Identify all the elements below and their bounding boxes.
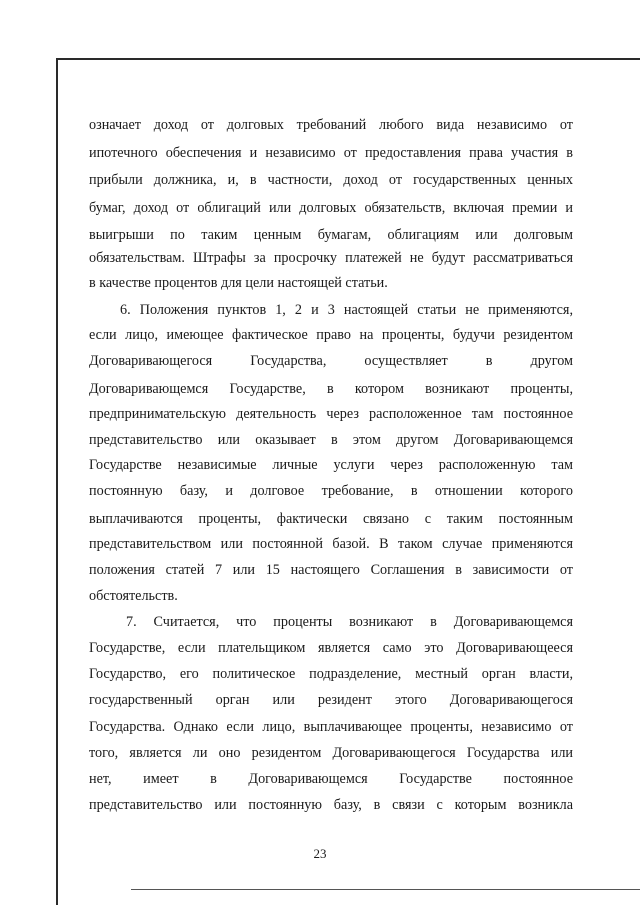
text-line: означает доход от долговых требований любого вида независимо от <box>89 117 573 133</box>
text-line: Государства. Однако если лицо, выплачивающее проценты, независимо от <box>89 719 573 735</box>
text-line: Договаривающегося Государства, осуществляет в другом <box>89 353 573 369</box>
text-line: бумаг, доход от облигаций или долговых обязательств, включая премии и <box>89 200 573 216</box>
text-line: Государство, его политическое подразделение, местный орган власти, <box>89 666 573 682</box>
text-line: представительство или оказывает в этом другом Договаривающемся <box>89 432 573 448</box>
page-frame-top-border <box>56 58 640 60</box>
text-line: представительство или постоянную базу, в связи с которым возникла <box>89 797 573 813</box>
text-line: Договаривающемся Государстве, в котором возникают проценты, <box>89 381 573 397</box>
page-number: 23 <box>313 846 327 861</box>
text-line: обязательствам. Штрафы за просрочку платежей не будут рассматриваться <box>89 250 573 266</box>
text-line: Государстве независимые личные услуги через расположенную там <box>89 457 573 473</box>
text-line: государственный орган или резидент этого Договаривающегося <box>89 692 573 708</box>
text-line: того, является ли оно резидентом Договаривающегося Государства или <box>89 745 573 761</box>
text-line: предпринимательскую деятельность через расположенное там постоянное <box>89 406 573 422</box>
text-line: представительством или постоянной базой. В таком случае применяются <box>89 536 573 552</box>
text-line: выплачиваются проценты, фактически связано с таким постоянным <box>89 511 573 527</box>
text-line: прибыли должника, и, в частности, доход от государственных ценных <box>89 172 573 188</box>
text-line: в качестве процентов для цели настоящей статьи. <box>89 275 388 291</box>
page-frame-bottom-border <box>131 889 640 890</box>
page-frame-left-border <box>56 58 58 905</box>
text-line: Государстве, если плательщиком является само это Договаривающееся <box>89 640 573 656</box>
text-line: выигрыши по таким ценным бумагам, облигациям или долговым <box>89 227 573 243</box>
text-line: ипотечного обеспечения и независимо от предоставления права участия в <box>89 145 573 161</box>
paragraph-6-first-line: 6. Положения пунктов 1, 2 и 3 настоящей статьи не применяются, <box>120 302 573 318</box>
text-line: нет, имеет в Договаривающемся Государстве постоянное <box>89 771 573 787</box>
text-line: положения статей 7 или 15 настоящего Соглашения в зависимости от <box>89 562 573 578</box>
text-line: обстоятельств. <box>89 588 178 604</box>
text-line: постоянную базу, и долговое требование, в отношении которого <box>89 483 573 499</box>
paragraph-7-first-line: 7. Считается, что проценты возникают в Договаривающемся <box>126 614 573 630</box>
text-line: если лицо, имеющее фактическое право на проценты, будучи резидентом <box>89 327 573 343</box>
